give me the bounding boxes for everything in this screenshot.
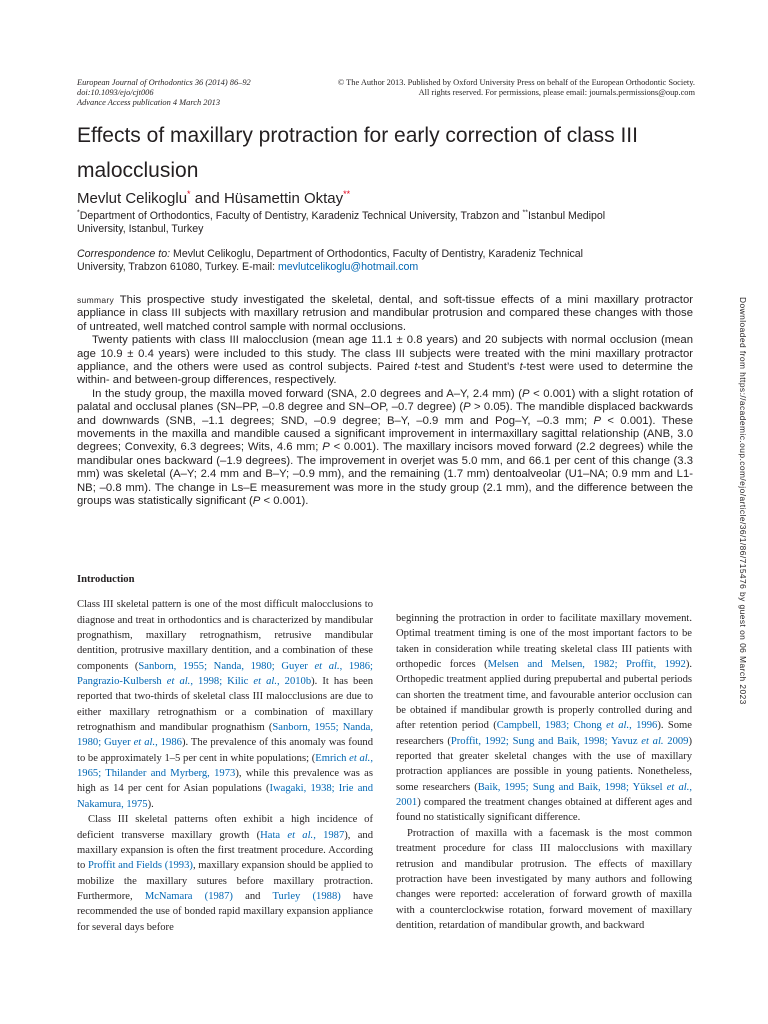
citation-link[interactable]: , 2010b — [276, 676, 312, 688]
p2-text: Class III skeletal patterns often exhibit a high incidence of deficient transverse maxillary growth ( — [77, 814, 373, 841]
citation-link[interactable]: Campbell, 1983; Chong — [496, 720, 607, 732]
citation-link[interactable]: Baik, 1995; Sung and Baik, 1998; Yüksel — [477, 781, 667, 793]
abstract-italic-p: P — [522, 387, 530, 400]
journal-header — [77, 78, 251, 108]
abstract-p3-c: > 0.05). The mandible displaced backwards and downwards (SNB, –1.1 degrees; SND, –0.9 degree; B–Y, –0.9 mm and Pog–Y, –0.3 mm; — [77, 401, 693, 427]
citation-link[interactable]: Proffit and Fields (1993) — [87, 860, 193, 872]
citation-link[interactable]: , 1998; Kilic — [190, 676, 254, 688]
p3-text: ). Orthopedic treatment applied during prepubertal and pubertal periods can shorten the treatment time, and favourable anterior occlusion can be obtained if mandibular growth is properly controlled during and after retention period ( — [396, 659, 692, 732]
p1-text: Class III skeletal pattern is one of the most difficult malocclusions to diagnose and treat in orthodontics and is characterized by mandibular prognathism, maxillary retrognathism, retrusive mandibular dentition, protrusive maxillary dentition, and a combination of these components ( — [77, 599, 373, 672]
p3-text: ) compared the treatment changes obtained at different ages and found no statistically significant difference. — [396, 797, 692, 824]
p1-text: ), while this prevalence was as high as 14 per cent for Asian populations ( — [77, 768, 373, 795]
download-notice: Downloaded from https://academic.oup.com/ejo/article/36/1/86/715476 by guest on 06 March 2023 — [738, 297, 748, 705]
citation-link[interactable]: Proffit, 1992; Sung and Baik, 1998; Yavuz — [450, 735, 642, 747]
citation-link[interactable]: et al. — [666, 781, 690, 793]
author-conjunction: and — [190, 190, 224, 207]
intro-paragraph-2 — [77, 812, 373, 935]
abstract-italic-p: P — [252, 495, 261, 508]
citation-link[interactable]: , 1986 — [155, 737, 182, 749]
copyright-notice — [338, 78, 695, 98]
citation-link[interactable]: Sanborn, 1955; Nanda, 1980; Guyer — [138, 660, 315, 672]
journal-citation: European Journal of Orthodontics 36 (2014) 86–92 — [77, 78, 251, 87]
correspondence-text-2: University, Trabzon 61080, Turkey. E-mail: — [77, 260, 278, 273]
abstract-italic-p: P — [593, 414, 602, 427]
abstract-p3-e: < 0.001). The maxillary incisors moved forward (2.2 degrees) while the mandibular ones backward (–1.9 degrees). The improvement in overjet was 5.0 mm, and 66.1 per cent of this change (3.3 mm) was skeletal (A–Y; 2.4 mm and B–Y; –0.9 mm), and the remaining (1.7 mm) dentoalveolar (U1–NA; 0.9 mm and L1-NB; –0.8 mm). The change in Ls–E measurement was more in the study group (2.1 mm), and the difference between the groups was statistically significant ( — [77, 441, 693, 508]
copyright-line: © The Author 2013. Published by Oxford University Press on behalf of the European Orthodontic Society. — [337, 78, 695, 87]
affiliation-text-2: Istanbul Medipol — [527, 210, 606, 222]
citation-link[interactable]: et al. — [349, 752, 371, 764]
p2-text: ), and maxillary expansion is often the first treatment procedure. According to — [77, 829, 374, 872]
article-title — [77, 118, 707, 188]
correspondence-text-1: Mevlut Celikoglu, Department of Orthodontics, Faculty of Dentistry, Karadeniz Technical — [170, 248, 584, 260]
title-line-2: malocclusion — [77, 159, 199, 182]
abstract-p1-text: This prospective study investigated the skeletal, dental, and soft-tissue effects of a mini maxillary protractor appliance in class III subjects with maxillary retrusion and mandibular protrusion and compared these changes with those of untreated, well matched control sample with normal occlusions. — [77, 294, 693, 333]
p1-text: ). — [147, 798, 154, 810]
affiliation-mark-1: * — [77, 209, 80, 217]
correspondence-label: Correspondence to: — [77, 248, 171, 260]
citation-link[interactable]: et al. — [606, 720, 630, 732]
p1-text: ). The prevalence of this anomaly was found to be approximately 1–5 per cent in white populations; ( — [77, 737, 374, 764]
correspondence-line-2 — [77, 261, 697, 274]
author-2-affiliation-mark[interactable]: ** — [343, 189, 351, 199]
abstract-paragraph-3 — [77, 388, 693, 509]
intro-paragraph-3 — [396, 611, 692, 826]
p2-text: have recommended the use of bonded rapid maxillary expansion appliance for several days before — [77, 890, 373, 933]
citation-link[interactable]: , 2001 — [396, 781, 693, 809]
abstract-p3-b: < 0.001) with a slight rotation of palatal and occlusal planes (SN–PP, –0.8 degree and SN–OP, –0.7 degree) ( — [77, 387, 694, 414]
citation-link[interactable]: , 1987 — [313, 829, 345, 841]
citation-link[interactable]: McNamara (1987) — [144, 890, 233, 902]
abstract — [77, 294, 693, 509]
summary-label: summary — [77, 295, 115, 305]
author-1: Mevlut Celikoglu — [77, 190, 188, 207]
email-link[interactable]: mevlutcelikoglu@hotmail.com — [277, 260, 419, 273]
affiliations — [77, 210, 697, 235]
citation-link[interactable]: , 1965; Thilander and Myrberg, 1973 — [77, 752, 373, 780]
citation-link[interactable]: Hata — [260, 829, 288, 841]
p3-text: ). Some researchers ( — [396, 720, 693, 747]
citation-link[interactable]: et al. — [641, 735, 664, 747]
intro-paragraph-4: Protraction of maxilla with a facemask is the most common treatment procedure for class III malocclusions with maxillary retrusion and mandibular protrusion. The effects of maxillary protraction have been investigated by many authors and following changes were reported: acceleration of forward growth of maxilla with a counterclockwise rotation, forward movement of maxillary dentition, retardation of mandibular growth, and backward — [396, 827, 692, 931]
citation-link[interactable]: 2009 — [663, 735, 689, 747]
abstract-italic-t: t — [519, 361, 523, 374]
p2-text: , maxillary expansion should be applied to mobilize the maxillary sutures before maxillary protraction. Furthermore, — [77, 860, 373, 902]
author-1-affiliation-mark[interactable]: * — [187, 189, 191, 199]
abstract-p3-a: In the study group, the maxilla moved forward (SNA, 2.0 degrees and A–Y, 2.4 mm) ( — [92, 387, 523, 400]
intro-paragraph-1 — [77, 597, 373, 812]
affiliation-text-1: Department of Orthodontics, Faculty of Dentistry, Karadeniz Technical University, Trabzon and — [79, 210, 523, 222]
abstract-paragraph-1 — [77, 294, 693, 334]
abstract-italic-p: P — [322, 441, 330, 454]
p3-text: ) reported that greater skeletal changes with the use of maxillary protraction appliances are possible in young patients. Nonetheless, some researchers ( — [396, 735, 692, 793]
doi[interactable]: doi:10.1093/ejo/cjt006 — [77, 88, 154, 97]
citation-link[interactable]: Sanborn, 1955; Nanda, 1980; Guyer — [77, 722, 374, 749]
citation-link[interactable]: Emrich — [315, 752, 350, 764]
citation-link[interactable]: Melsen and Melsen, 1982; Proffit, 1992 — [487, 659, 686, 671]
citation-link[interactable]: Iwagaki, 1938; Irie and Nakamura, 1975 — [77, 783, 374, 810]
author-2: Hüsamettin Oktay — [223, 190, 344, 207]
citation-link[interactable]: et al. — [314, 660, 340, 672]
citation-link[interactable]: et al. — [287, 829, 314, 841]
citation-link[interactable]: et al. — [166, 676, 191, 688]
affiliation-mark-2: ** — [522, 209, 528, 217]
citation-link[interactable]: Turley (1988) — [272, 890, 341, 902]
citation-link[interactable]: , 1986; Pangrazio-Kulbersh — [77, 660, 373, 688]
body-column-right — [396, 611, 692, 933]
abstract-p2-b: -test and Student’s — [417, 361, 520, 374]
section-heading-introduction: Introduction — [77, 574, 135, 585]
citation-link[interactable]: et al. — [133, 737, 156, 749]
rights-line: All rights reserved. For permissions, please email: journals.permissions@oup.com — [418, 88, 695, 97]
abstract-paragraph-2 — [77, 334, 693, 388]
correspondence-line-1 — [77, 248, 697, 261]
correspondence — [77, 248, 697, 273]
abstract-p3-d: < 0.001). These movements in the maxilla and mandible caused a significant improvement in intermaxillary sagittal relationship (ANB, 3.0 degrees; Convexity, 6.3 degrees; Wits, 4.6 mm; — [77, 414, 693, 454]
affiliation-line-2: University, Istanbul, Turkey — [77, 222, 204, 235]
abstract-italic-t: t — [414, 361, 418, 374]
affiliation-line-1 — [77, 210, 697, 223]
p3-text: beginning the protraction in order to facilitate maxillary movement. Optimal treatment timing is one of the most important factors to be taken in consideration while treating skeletal class III patients with orthopedic forces ( — [396, 613, 692, 671]
body-column-left — [77, 572, 373, 935]
title-line-1: Effects of maxillary protraction for early correction of class III — [77, 124, 638, 147]
author-list — [77, 189, 697, 209]
advance-access-date: Advance Access publication 4 March 2013 — [77, 98, 221, 107]
abstract-p2-c: -test were used to determine the within- and between-group differences, respectively. — [77, 361, 693, 387]
citation-link[interactable]: , 1996 — [629, 720, 658, 732]
abstract-p3-f: < 0.001). — [260, 495, 309, 508]
abstract-italic-p: P — [463, 401, 471, 414]
p1-text: ). It has been reported that two-thirds of skeletal class III malocclusions are due to either maxillary retrognathism or a combination of maxillary retrognathism and mandibular prognathism ( — [77, 676, 374, 734]
p2-text: and — [232, 890, 273, 902]
abstract-p2-a: Twenty patients with class III malocclusion (mean age 11.1 ± 0.8 years) and 20 subjects with normal occlusion (mean age 10.9 ± 0.4 years) were included to this study. The class III subjects were treated with the mini maxillary protractor appliance, and the others were used as control subjects. Paired — [77, 334, 693, 374]
citation-link[interactable]: et al. — [253, 676, 277, 688]
